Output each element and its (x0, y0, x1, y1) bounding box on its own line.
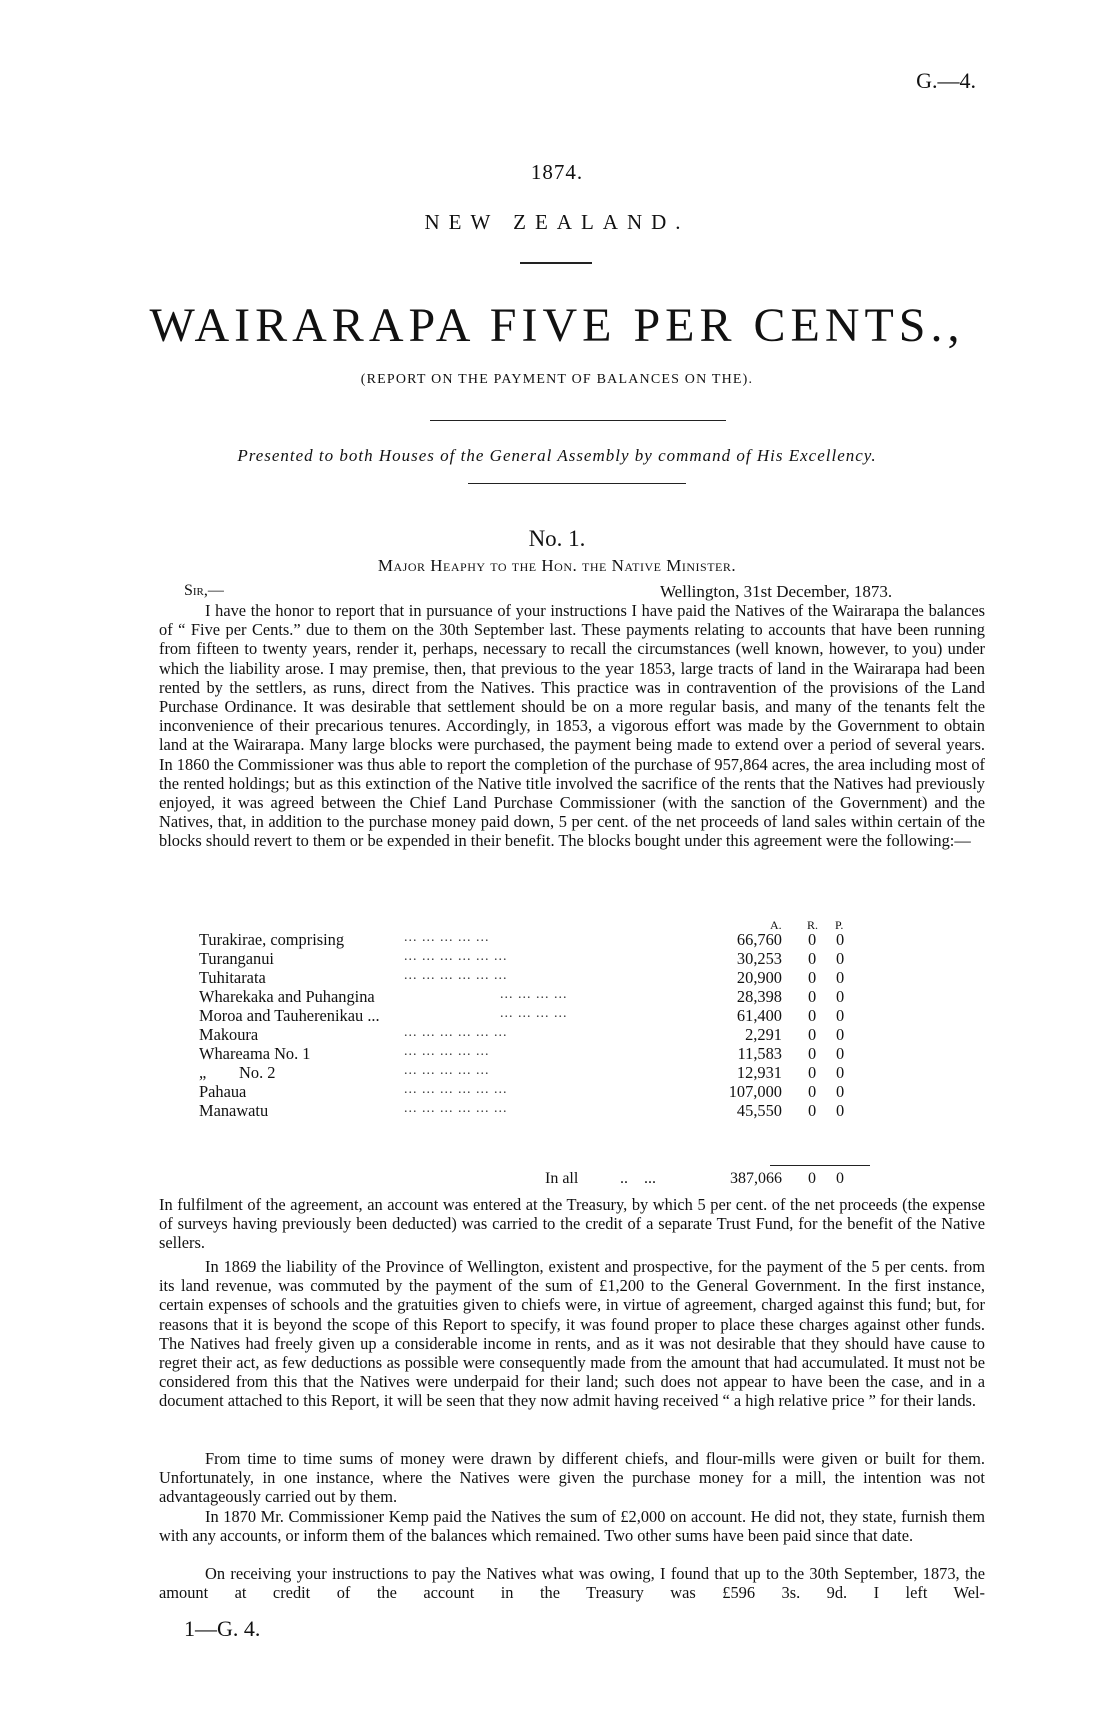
table-row (0, 1044, 1114, 1063)
block-perches: 0 (836, 1006, 845, 1025)
leader-dots: ... ... ... ... ... ... (404, 968, 508, 983)
paragraph-6: On receiving your instructions to pay the Natives what was owing, I found that up to the 30th September, 1873, the amount at credit of the account in the Treasury was £596 3s. 9d. I left Wel- (159, 1564, 985, 1603)
block-roods: 0 (808, 1006, 817, 1025)
block-roods: 0 (808, 1063, 817, 1082)
table-row (0, 1082, 1114, 1101)
page-signature: 1—G. 4. (184, 1616, 261, 1641)
block-name: „ No. 2 (199, 1063, 276, 1082)
total-perches: 0 (836, 1170, 844, 1187)
table-row (0, 930, 1114, 949)
presented-line: Presented to both Houses of the General Assembly by command of His Excellency. (237, 446, 877, 465)
leader-dots: ... ... ... ... (500, 1006, 568, 1021)
block-roods: 0 (808, 1044, 817, 1063)
letter-date: Wellington, 31st December, 1873. (660, 582, 893, 601)
block-acres: 107,000 (728, 1082, 782, 1101)
column-header-roods: R. (807, 918, 819, 932)
block-acres: 11,583 (737, 1044, 782, 1063)
total-row (0, 1170, 1114, 1189)
divider (468, 483, 686, 484)
paragraph-1: I have the honor to report that in pursuance of your instructions I have paid the Natives of the Wairarapa the balances of “ Five per Cents.” due to them on the 30th September last. These payments relating to accounts that have been running from fifteen to twenty years, render it, perhaps, necessary to recall the circumstances (well known, however, to you) under which the liability arose. I may premise, then, that previous to the year 1853, large tracts of land in the Wairarapa had been rented by the settlers, as runs, direct from the Natives. This practice was in contravention of the provisions of the Land Purchase Ordinance. It was desirable that settlement should be on a more regular basis, and many of the tenants felt the inconvenience of their precarious tenures. Accordingly, in 1853, a vigorous effort was made by the Government to obtain land at the Wairarapa. Many large blocks were purchased, the payment being made to extend over a period of several years. In 1860 the Commissioner was thus able to report the completion of the purchase of 957,864 acres, the area including most of the rented holdings; but as this extinction of the Native title involved the sacrifice of the rents that the Natives had previously enjoyed, it was agreed between the Chief Land Purchase Commissioner (with the sanction of the Government) and the Natives, that, in addition to the purchase money paid down, 5 per cent. of the net proceeds of land sales within certain of the blocks should revert to them or be expended in their benefit. The blocks bought under this agreement were the following:— (159, 601, 985, 851)
column-header-perches: P. (835, 918, 844, 932)
leader-dots: .. ... (620, 1170, 656, 1187)
leader-dots: ... ... ... ... ... ... (404, 1082, 508, 1097)
block-name: Tuhitarata (199, 968, 266, 987)
table-row (0, 1006, 1114, 1025)
paragraph-3: In 1869 the liability of the Province of Wellington, existent and prospective, for the payment of the 5 per cents. from its land revenue, was commuted by the payment of the sum of £1,200 to the General Government. In the first instance, certain expenses of schools and the gratuities given to chiefs were, in virtue of agreement, charged against this fund; but, for reasons that it is beyond the scope of this Report to specify, it was found proper to place these charges against other funds. The Natives had freely given up a considerable income in rents, and as it was not desirable that they should have cause to regret their act, as few deductions as possible were consequently made from the amount that had accumulated. It must not be considered from this that the Natives were underpaid for their land; such does not appear to have been the case, and in a document attached to this Report, it will be seen that they now admit having received “ a high relative price ” for their lands. (159, 1257, 985, 1411)
paragraph-5: In 1870 Mr. Commissioner Kemp paid the Natives the sum of £2,000 on account. He did not, they state, furnish them with any accounts, or inform them of the balances which remained. Two other sums have been paid since that date. (159, 1507, 985, 1546)
total-acres: 387,066 (730, 1170, 782, 1187)
block-roods: 0 (808, 930, 817, 949)
table-row (0, 1025, 1114, 1044)
leader-dots: ... ... ... ... (500, 987, 568, 1002)
block-roods: 0 (808, 968, 817, 987)
table-row (0, 987, 1114, 1006)
table-row (0, 1101, 1114, 1120)
leader-dots: ... ... ... ... ... (404, 930, 490, 945)
block-acres: 2,291 (745, 1025, 782, 1044)
block-name: Moroa and Tauherenikau ... (199, 1006, 380, 1025)
country-heading: NEW ZEALAND. (424, 210, 690, 234)
leader-dots: ... ... ... ... ... ... (404, 1025, 508, 1040)
block-roods: 0 (808, 1101, 817, 1120)
divider (520, 262, 592, 264)
document-year: 1874. (530, 160, 584, 184)
paragraph-4: From time to time sums of money were drawn by different chiefs, and flour-mills were given or built for them. Unfortunately, in one instance, where the Natives were given the purchase money for a mill, the intention was not advantageously carried out by them. (159, 1449, 985, 1507)
letter-number: No. 1. (528, 526, 586, 551)
block-perches: 0 (836, 949, 845, 968)
document-title: WAIRARAPA FIVE PER CENTS., (149, 299, 965, 352)
block-roods: 0 (808, 1025, 817, 1044)
block-perches: 0 (836, 968, 845, 987)
total-divider (770, 1165, 870, 1166)
document-subtitle: (REPORT ON THE PAYMENT OF BALANCES ON THE). (360, 372, 754, 387)
block-name: Turanganui (199, 949, 274, 968)
block-roods: 0 (808, 1082, 817, 1101)
block-perches: 0 (836, 1044, 845, 1063)
leader-dots: ... ... ... ... ... (404, 1044, 490, 1059)
block-roods: 0 (808, 949, 817, 968)
table-row (0, 949, 1114, 968)
leader-dots: ... ... ... ... ... ... (404, 949, 508, 964)
table-row (0, 968, 1114, 987)
total-label: In all (545, 1170, 579, 1187)
leader-dots: ... ... ... ... ... ... (404, 1101, 508, 1116)
block-perches: 0 (836, 1063, 845, 1082)
leader-dots: ... ... ... ... ... (404, 1063, 490, 1078)
block-perches: 0 (836, 1025, 845, 1044)
block-name: Makoura (199, 1025, 259, 1044)
block-roods: 0 (808, 987, 817, 1006)
block-name: Turakirae, comprising (199, 930, 345, 949)
block-perches: 0 (836, 930, 845, 949)
table-row (0, 1063, 1114, 1082)
block-acres: 30,253 (736, 949, 782, 968)
page-reference: G.—4. (916, 68, 976, 93)
block-name: Pahaua (199, 1082, 247, 1101)
block-name: Wharekaka and Puhangina (199, 987, 375, 1006)
block-acres: 66,760 (736, 930, 782, 949)
divider (430, 420, 726, 421)
paragraph-2: In fulfilment of the agreement, an account was entered at the Treasury, by which 5 per cent. of the net proceeds (the expense of surveys having previously been deducted) was carried to the credit of a separate Trust Fund, for the benefit of the Native sellers. (159, 1195, 985, 1253)
letter-from-to: Major Heaphy to the Hon. the Native Minister. (377, 556, 737, 575)
block-name: Manawatu (199, 1101, 269, 1120)
block-acres: 12,931 (736, 1063, 782, 1082)
block-perches: 0 (836, 1101, 845, 1120)
block-perches: 0 (836, 987, 845, 1006)
total-roods: 0 (808, 1170, 816, 1187)
block-acres: 20,900 (736, 968, 782, 987)
salutation: Sir,— (184, 582, 224, 599)
column-header-acres: A. (770, 918, 782, 932)
block-perches: 0 (836, 1082, 845, 1101)
block-name: Whareama No. 1 (199, 1044, 311, 1063)
block-acres: 45,550 (736, 1101, 782, 1120)
block-acres: 61,400 (736, 1006, 782, 1025)
block-acres: 28,398 (736, 987, 782, 1006)
